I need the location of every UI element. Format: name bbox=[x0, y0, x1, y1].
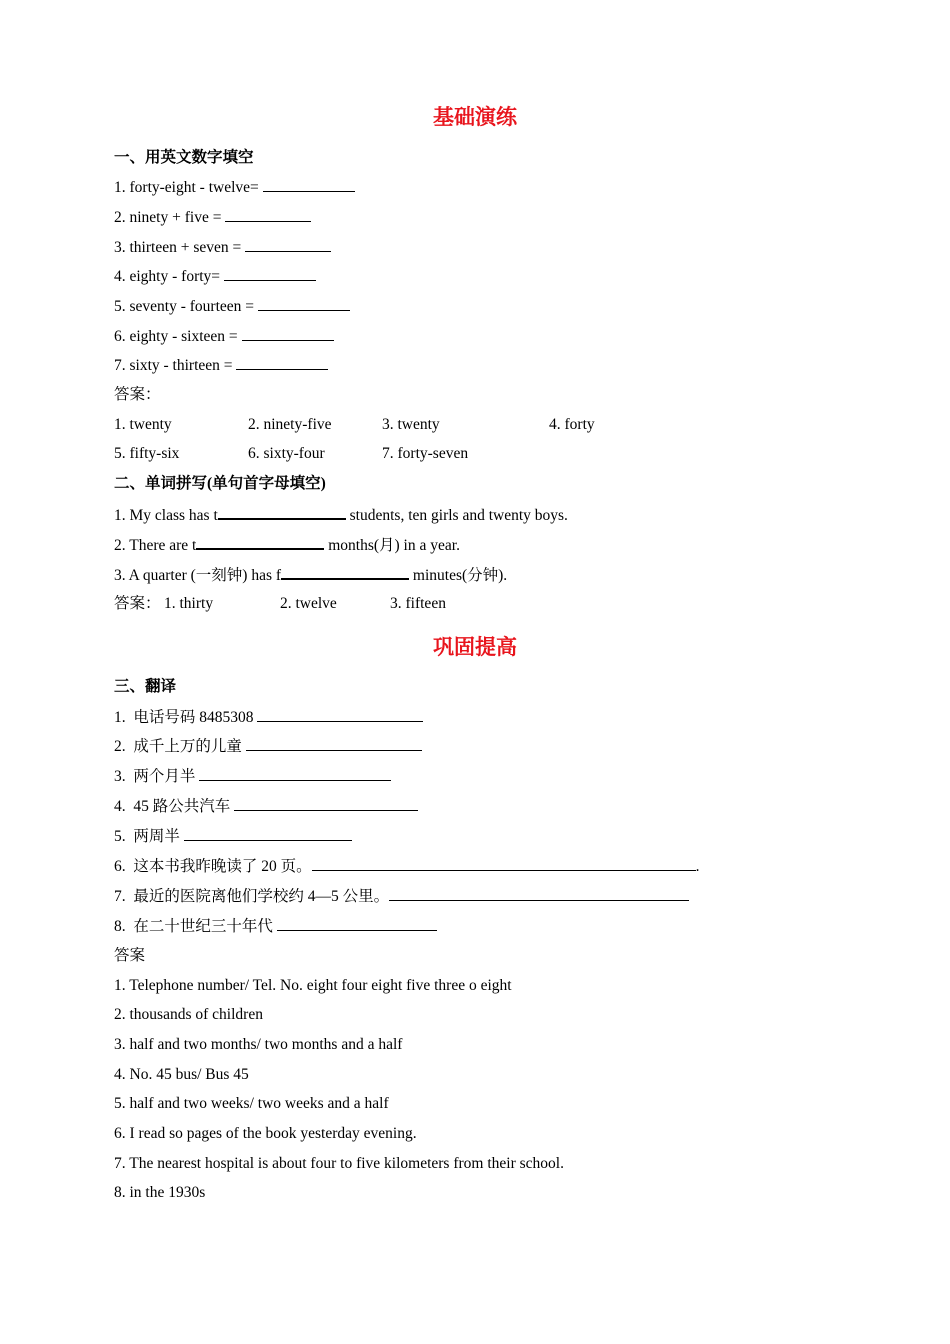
exercise-item: 2. There are t months(月) in a year. bbox=[114, 534, 460, 556]
exercise-item: 7. sixty - thirteen = bbox=[114, 355, 328, 376]
answer-blank[interactable] bbox=[389, 886, 689, 901]
answer-item: 5. fifty-six bbox=[114, 445, 180, 462]
exercise-item: 5. 两周半 bbox=[114, 826, 352, 847]
exercise-item: 3. A quarter (一刻钟) has f minutes(分钟). bbox=[114, 564, 507, 586]
answer-blank[interactable] bbox=[281, 564, 409, 580]
answer-blank[interactable] bbox=[263, 177, 355, 192]
answer-item: 1. twenty bbox=[114, 416, 172, 433]
answer-blank[interactable] bbox=[225, 207, 311, 222]
exercise-item: 3. thirteen + seven = bbox=[114, 237, 331, 258]
answer-blank[interactable] bbox=[196, 534, 324, 550]
exercise-item: 1. My class has t students, ten girls and twenty boys. bbox=[114, 504, 568, 526]
answer-label: 答案： bbox=[114, 595, 161, 612]
answer-blank[interactable] bbox=[245, 237, 331, 252]
answer-item: 7. The nearest hospital is about four to five kilometers from their school. bbox=[114, 1155, 564, 1172]
answer-item: 2. ninety-five bbox=[248, 416, 332, 433]
answer-item: 6. I read so pages of the book yesterday evening. bbox=[114, 1125, 417, 1142]
answer-blank[interactable] bbox=[199, 766, 391, 781]
answer-row bbox=[114, 415, 814, 435]
exercise-item: 6. eighty - sixteen = bbox=[114, 326, 334, 347]
exercise-item: 1. forty-eight - twelve= bbox=[114, 177, 355, 198]
section1-title: 基础演练 bbox=[433, 105, 517, 129]
answer-blank[interactable] bbox=[246, 736, 422, 751]
exercise-item: 4. 45 路公共汽车 bbox=[114, 796, 418, 817]
exercise-item: 5. seventy - fourteen = bbox=[114, 296, 350, 317]
exercise-item: 3. 两个月半 bbox=[114, 766, 391, 787]
exercise-item: 2. ninety + five = bbox=[114, 207, 311, 228]
answer-blank[interactable] bbox=[257, 707, 423, 722]
answer-item: 1. thirty bbox=[164, 595, 214, 612]
section3-heading: 三、翻译 bbox=[114, 678, 177, 695]
answer-label: 答案： bbox=[114, 386, 161, 403]
answer-label: 答案 bbox=[114, 947, 146, 964]
answer-item: 4. forty bbox=[549, 416, 595, 433]
exercise-item: 1. 电话号码 8485308 bbox=[114, 707, 423, 728]
answer-blank[interactable] bbox=[236, 355, 328, 370]
answer-item: 7. forty-seven bbox=[382, 445, 469, 462]
answer-blank[interactable] bbox=[277, 916, 437, 931]
answer-blank[interactable] bbox=[184, 826, 352, 841]
answer-item: 2. twelve bbox=[280, 595, 337, 612]
answer-row bbox=[114, 594, 814, 614]
answer-blank[interactable] bbox=[218, 504, 346, 520]
answer-item: 3. twenty bbox=[382, 416, 440, 433]
answer-row bbox=[114, 444, 814, 464]
section2-heading: 二、单词拼写(单句首字母填空) bbox=[114, 475, 326, 492]
answer-blank[interactable] bbox=[258, 296, 350, 311]
answer-item: 6. sixty-four bbox=[248, 445, 325, 462]
answer-item: 2. thousands of children bbox=[114, 1006, 263, 1023]
answer-item: 8. in the 1930s bbox=[114, 1184, 206, 1201]
exercise-item: 4. eighty - forty= bbox=[114, 266, 316, 287]
answer-item: 4. No. 45 bus/ Bus 45 bbox=[114, 1066, 249, 1083]
section3-title: 巩固提高 bbox=[433, 635, 517, 659]
answer-blank[interactable] bbox=[224, 266, 316, 281]
section1-heading: 一、用英文数字填空 bbox=[114, 149, 254, 166]
answer-item: 5. half and two weeks/ two weeks and a half bbox=[114, 1095, 389, 1112]
answer-blank[interactable] bbox=[234, 796, 418, 811]
exercise-item: 8. 在二十世纪三十年代 bbox=[114, 916, 437, 937]
answer-blank[interactable] bbox=[242, 326, 334, 341]
exercise-item: 7. 最近的医院离他们学校约 4—5 公里。 bbox=[114, 886, 689, 907]
answer-item: 3. half and two months/ two months and a half bbox=[114, 1036, 403, 1053]
answer-item: 3. fifteen bbox=[390, 595, 446, 612]
answer-blank[interactable] bbox=[312, 856, 696, 871]
exercise-item: 6. 这本书我昨晚读了 20 页。 . bbox=[114, 858, 700, 875]
exercise-item: 2. 成千上万的儿童 bbox=[114, 736, 422, 757]
answer-item: 1. Telephone number/ Tel. No. eight four eight five three o eight bbox=[114, 977, 512, 994]
